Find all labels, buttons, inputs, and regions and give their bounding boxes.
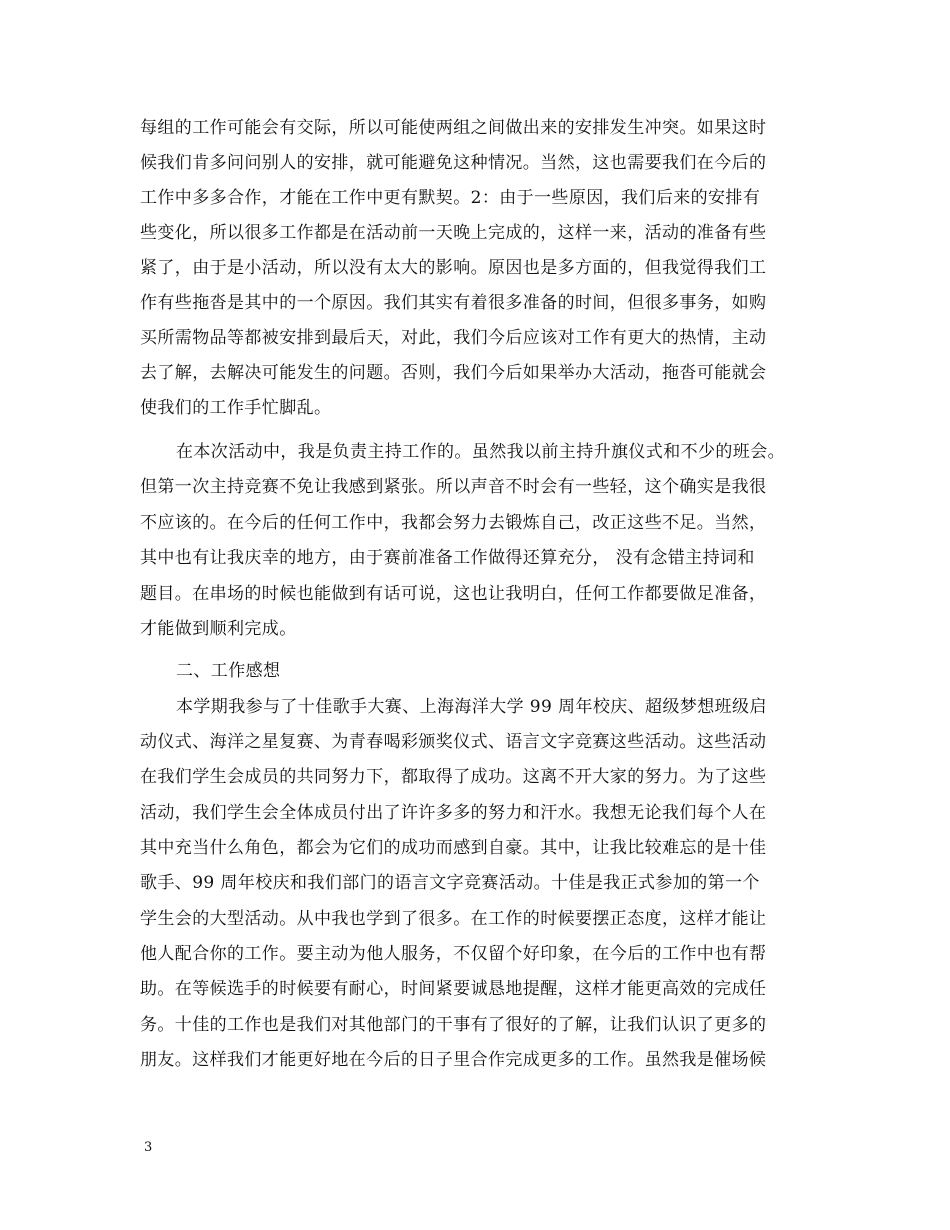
text-line: 务。十佳的工作也是我们对其他部门的干事有了很好的了解，让我们认识了更多的	[140, 1015, 767, 1035]
text-line: 活动，我们学生会全体成员付出了许许多多的努力和汗水。我想无论我们每个人在	[140, 803, 767, 823]
text-line: 才能做到顺利完成。	[140, 619, 297, 639]
page-number: 3	[144, 1140, 153, 1155]
text-line: 其中充当什么角色，都会为它们的成功而感到自豪。其中，让我比较难忘的是十佳	[140, 838, 767, 858]
text-line: 作有些拖沓是其中的一个原因。我们其实有着很多准备的时间，但很多事务，如购	[140, 293, 767, 313]
text-line: 使我们的工作手忙脚乱。	[140, 398, 332, 418]
section-heading: 二、工作感想	[176, 661, 281, 681]
text-line: 工作中多多合作，才能在工作中更有默契。2：由于一些原因，我们后来的安排有	[140, 188, 761, 208]
text-line: 题目。在串场的时候也能做到有话可说，这也让我明白，任何工作都要做足准备，	[140, 584, 767, 604]
text-line: 买所需物品等都被安排到最后天，对此，我们今后应该对工作有更大的热情，主动	[140, 328, 767, 348]
text-line: 助。在等候选手的时候要有耐心，时间紧要诚恳地提醒，这样才能更高效的完成任	[140, 979, 767, 999]
text-line: 歌手、99 周年校庆和我们部门的语言文字竞赛活动。十佳是我正式参加的第一个	[140, 873, 760, 893]
text-line: 但第一次主持竞赛不免让我感到紧张。所以声音不时会有一些轻，这个确实是我很	[140, 477, 767, 497]
text-line: 紧了，由于是小活动，所以没有太大的影响。原因也是多方面的，但我觉得我们工	[140, 258, 767, 278]
text-line: 朋友。这样我们才能更好地在今后的日子里合作完成更多的工作。虽然我是催场候	[140, 1050, 767, 1070]
text-line: 学生会的大型活动。从中我也学到了很多。在工作的时候要摆正态度，这样才能让	[140, 909, 767, 929]
text-line: 些变化，所以很多工作都是在活动前一天晚上完成的，这样一来，活动的准备有些	[140, 223, 767, 243]
text-line: 候我们肯多问问别人的安排，就可能避免这种情况。当然，这也需要我们在今后的	[140, 153, 767, 173]
text-line: 动仪式、海洋之星复赛、为青春喝彩颁奖仪式、语言文字竞赛这些活动。这些活动	[140, 732, 767, 752]
text-line: 在本次活动中，我是负责主持工作的。虽然我以前主持升旗仪式和不少的班会。	[176, 442, 785, 462]
text-line: 不应该的。在今后的任何工作中，我都会努力去锻炼自己，改正这些不足。当然，	[140, 513, 767, 533]
text-line: 其中也有让我庆幸的地方，由于赛前准备工作做得还算充分， 没有念错主持词和	[140, 548, 755, 568]
text-line: 他人配合你的工作。要主动为他人服务，不仅留个好印象，在今后的工作中也有帮	[140, 944, 767, 964]
text-line: 去了解，去解决可能发生的问题。否则，我们今后如果举办大活动，拖沓可能就会	[140, 363, 767, 383]
text-line: 每组的工作可能会有交际，所以可能使两组之间做出来的安排发生冲突。如果这时	[140, 118, 767, 138]
text-line: 在我们学生会成员的共同努力下，都取得了成功。这离不开大家的努力。为了这些	[140, 767, 767, 787]
text-line: 本学期我参与了十佳歌手大赛、上海海洋大学 99 周年校庆、超级梦想班级启	[176, 697, 767, 717]
